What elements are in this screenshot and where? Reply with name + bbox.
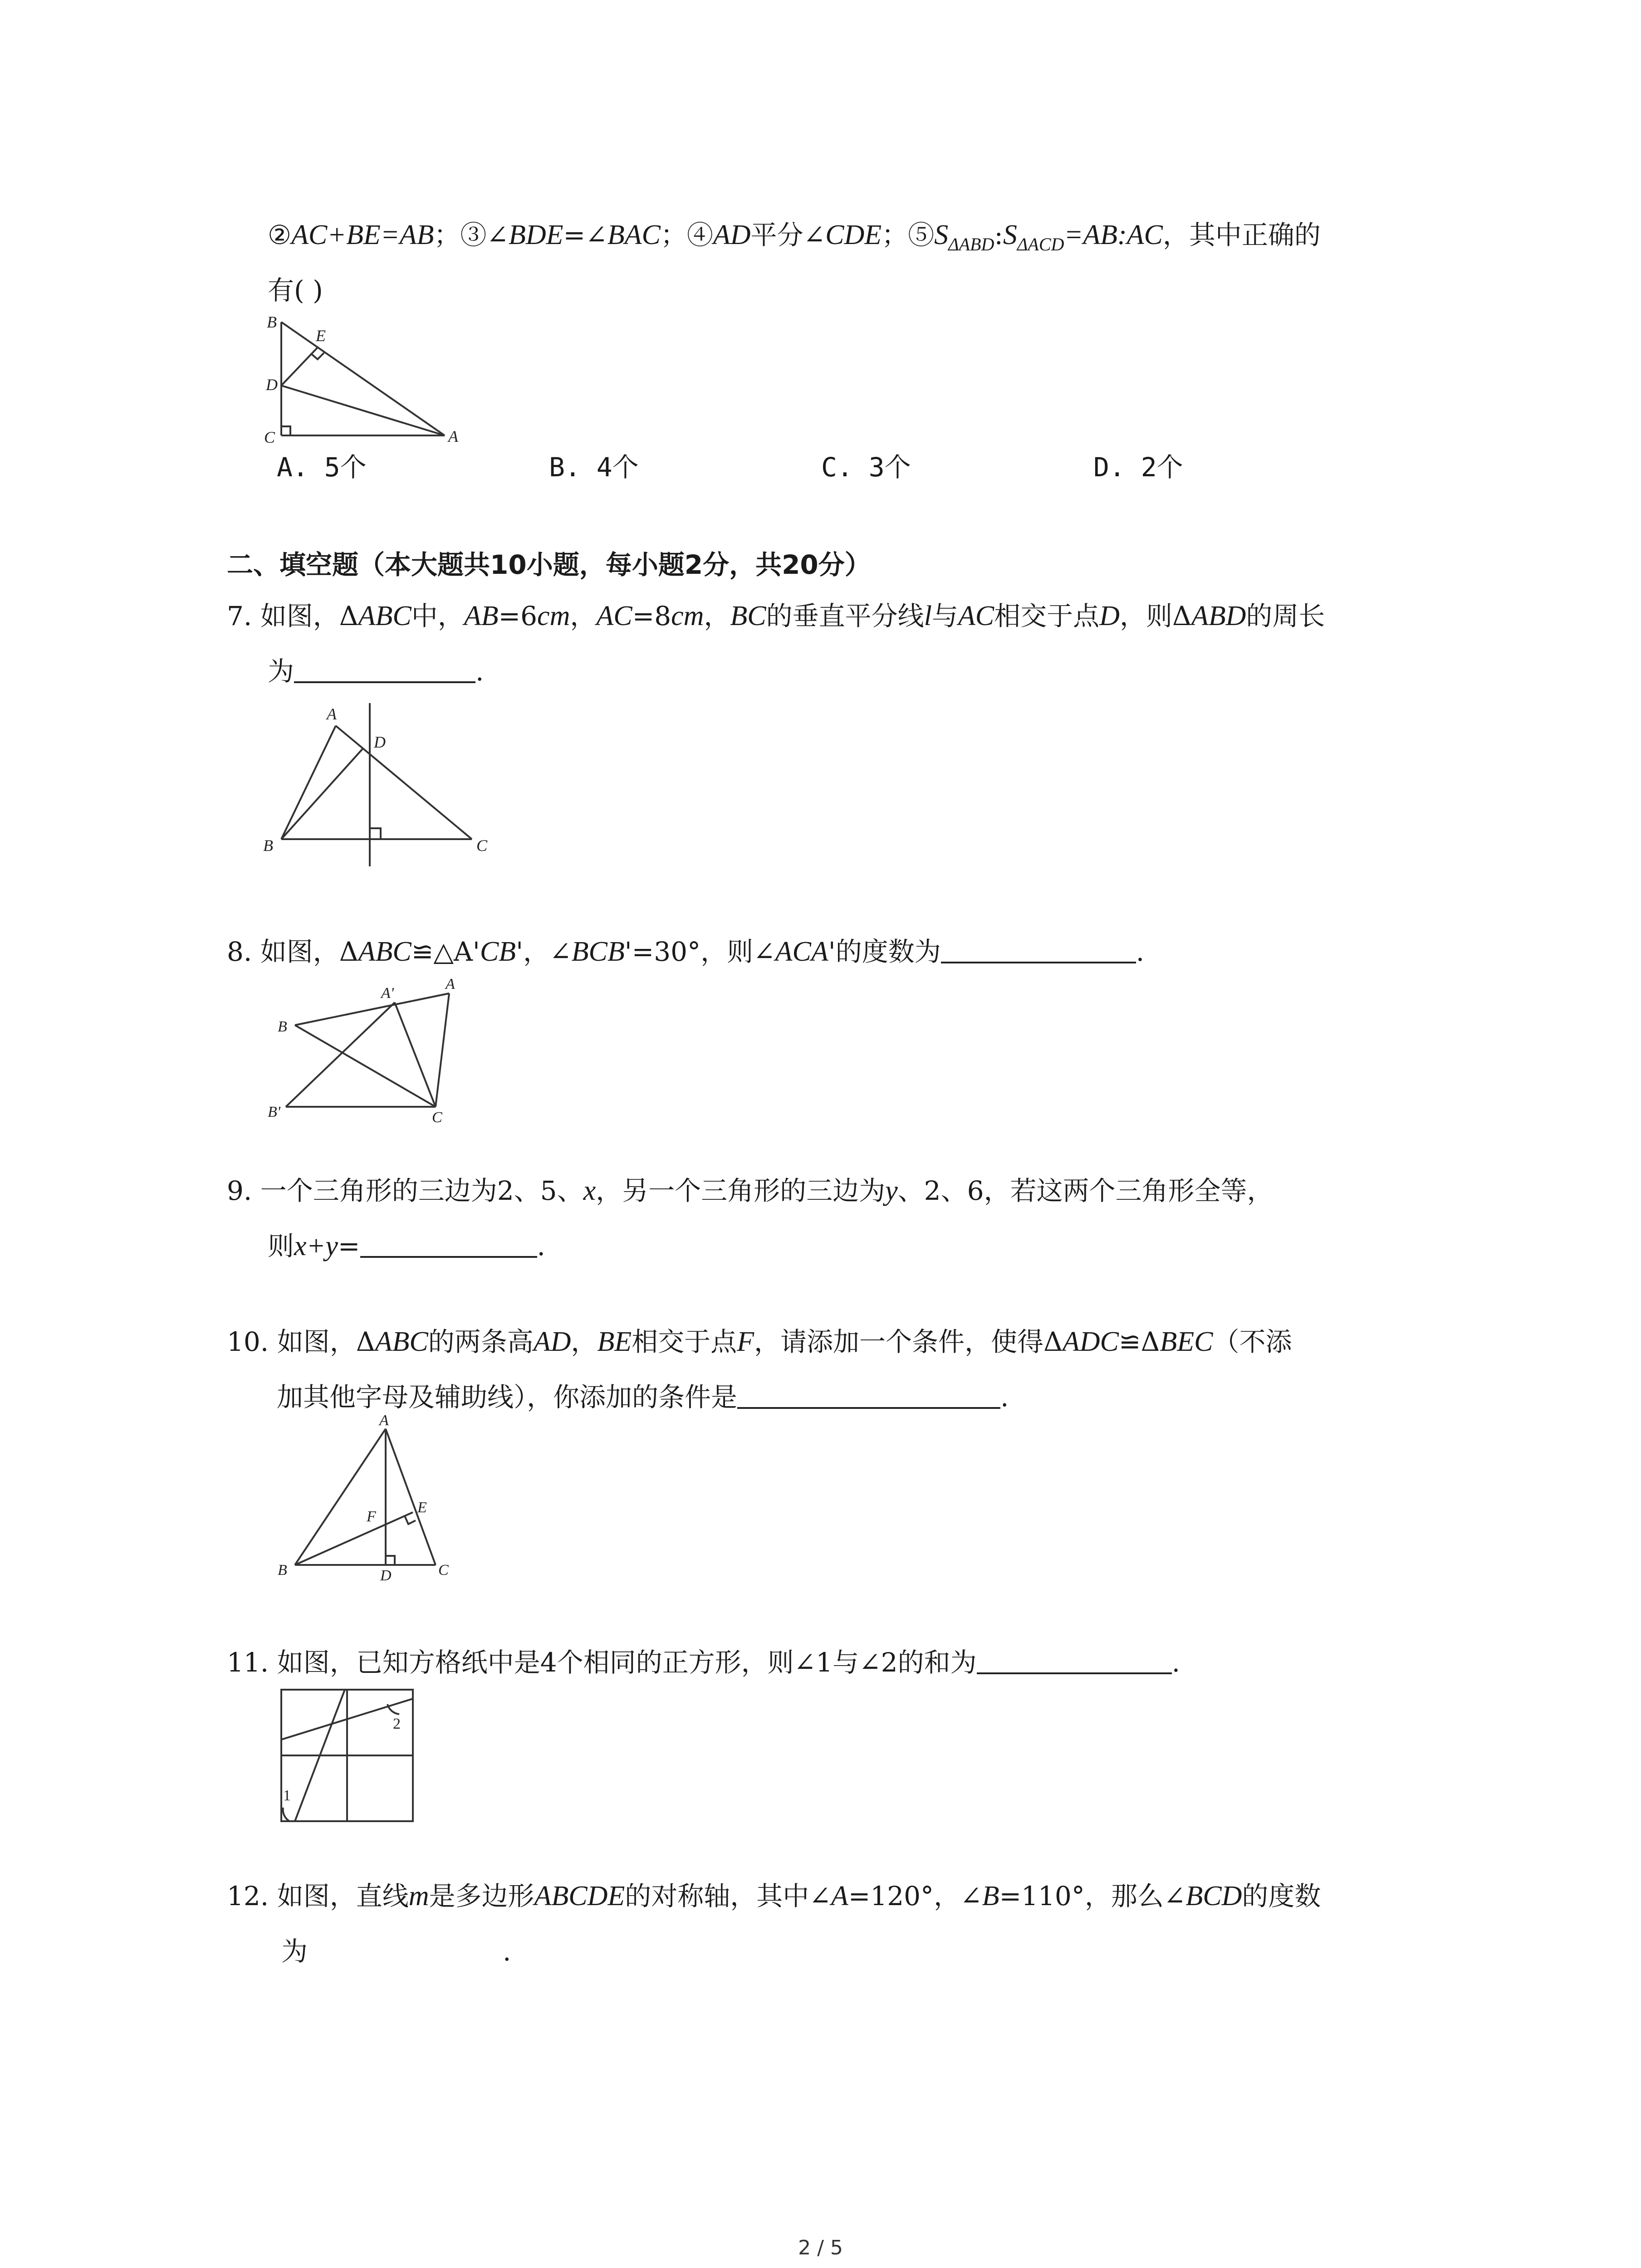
q9-number: 9. (227, 1175, 252, 1206)
q8-answer-blank[interactable] (941, 934, 1136, 963)
q6-label-a: A (448, 427, 458, 445)
q8-figure (268, 971, 504, 1125)
q7-label-a: A (327, 705, 337, 723)
q8-label-a: A (446, 976, 455, 992)
q10-label-b: B (278, 1562, 287, 1579)
q10-number: 10. (227, 1326, 269, 1357)
q6-option-d[interactable]: D. 2个 (1093, 452, 1183, 483)
q9-line2: 则x+y= . (268, 1228, 545, 1264)
q6-label-e: E (316, 327, 326, 345)
q7-label-c: C (476, 836, 488, 855)
q10-figure (268, 1412, 504, 1597)
q8-label-b: B (278, 1018, 287, 1035)
q7-line1: 7. 如图，ΔABC中，AB=6cm，AC=8cm，BC的垂直平分线l与AC相交于点D，则ΔABD的周长 (227, 601, 1325, 631)
page-number: 2 / 5 (798, 2236, 843, 2259)
q7-answer-blank[interactable] (294, 654, 475, 683)
q11-answer-blank[interactable] (977, 1645, 1172, 1674)
q10-label-f: F (367, 1508, 376, 1525)
q11-label-2: 2 (393, 1716, 401, 1732)
q6-label-b: B (267, 313, 277, 331)
q6-statement-line1: ②AC+BE=AB；③∠BDE=∠BAC；④AD平分∠CDE；$⑤S_{\Delta ABD}:S_{\Delta ACD}=AB:AC$，其中正确的 (268, 220, 1321, 254)
q9-line1: 9. 一个三角形的三边为2、5、x，另一个三角形的三边为y、2、6，若这两个三角形全等， (227, 1175, 1274, 1206)
q8-number: 8. (227, 936, 252, 967)
q10-label-c: C (438, 1562, 449, 1579)
q7-number: 7. (227, 601, 252, 631)
q9-answer-blank[interactable] (360, 1229, 537, 1258)
q8-label-b1: B' (268, 1104, 281, 1120)
q6-figure (254, 313, 472, 449)
q12-line1: 12. 如图，直线m是多边形ABCDE的对称轴，其中∠A=120°，∠B=110°，那么∠BCD的度数 (227, 1881, 1321, 1911)
q8-label-c: C (432, 1109, 442, 1126)
q7-label-d: D (374, 733, 386, 751)
q10-label-e: E (417, 1499, 427, 1516)
q6-option-a[interactable]: A. 5个 (277, 452, 367, 483)
q8-label-a1: A' (381, 985, 394, 1002)
section-title: 二、填空题（本大题共10小题，每小题2分，共20分） (227, 549, 871, 580)
q8-line1: 8. 如图，ΔABC≌△A'CB'，∠BCB'=30°，则∠ACA'的度数为 . (227, 934, 1144, 970)
q12-number: 12. (227, 1881, 269, 1911)
q10-answer-blank[interactable] (737, 1380, 1000, 1409)
q6-option-c[interactable]: C. 3个 (821, 452, 911, 483)
q6-label-c: C (264, 428, 275, 446)
q11-figure (277, 1685, 422, 1830)
q11-number: 11. (227, 1647, 269, 1678)
q10-line1: 10. 如图，ΔABC的两条高AD，BE相交于点F，请添加一个条件，使得ΔADC≌ΔBEC（不添 (227, 1326, 1292, 1357)
q7-figure (254, 694, 490, 875)
q7-line2: 为 . (268, 653, 484, 689)
q10-label-d: D (380, 1567, 392, 1584)
q11-line1: 11. 如图，已知方格纸中是4个相同的正方形，则∠1与∠2的和为 . (227, 1644, 1180, 1681)
q7-label-b: B (263, 836, 273, 855)
q6-statement-line2: 有( ) (268, 275, 323, 306)
q11-label-1: 1 (283, 1787, 291, 1804)
q10-line2: 加其他字母及辅助线），你添加的条件是 . (277, 1379, 1009, 1415)
q6-label-d: D (266, 376, 278, 394)
q12-answer-blank[interactable] (308, 1936, 503, 1963)
q6-option-b[interactable]: B. 4个 (549, 452, 639, 483)
q10-label-a: A (379, 1412, 389, 1429)
q12-line2: 为 . (281, 1936, 511, 1967)
